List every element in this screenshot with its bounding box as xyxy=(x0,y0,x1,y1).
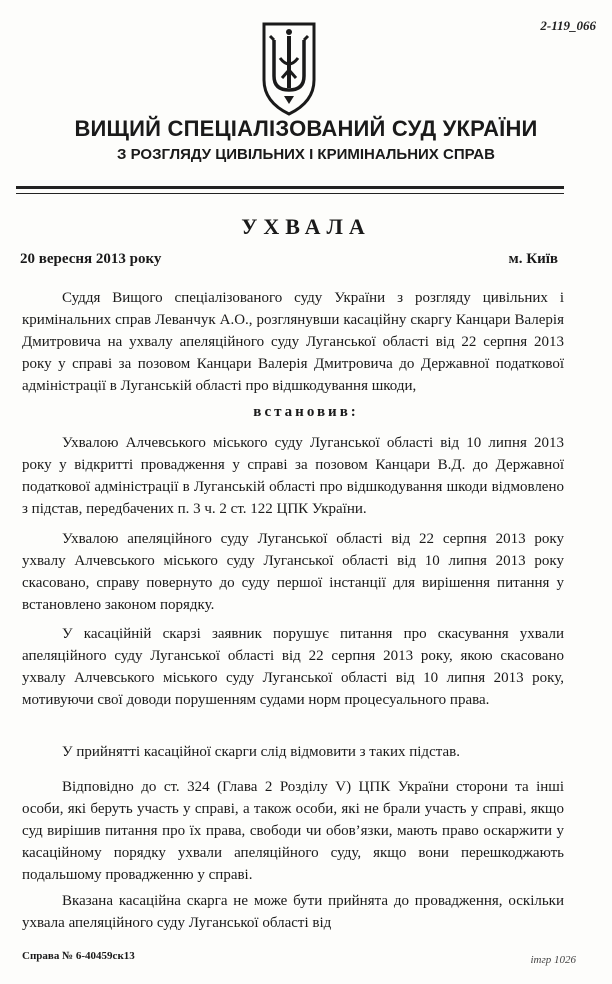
section-heading: встановив: xyxy=(253,404,359,420)
court-subtitle: З РОЗГЛЯДУ ЦИВІЛЬНИХ І КРИМІНАЛЬНИХ СПРАВ xyxy=(117,146,495,163)
paragraph-legal-basis: Відповідно до ст. 324 (Глава 2 Розділу V) ЦПК України сторони та інші особи, які беруть участь у справі, а також особи, які не брали участь у справі, якщо суд вирішив питання про їх права, свободи чи обов’язки, мають право оскаржити у касаційному порядку ухвали апеляційного суду, якщо вони перешкоджають подальшому провадженню у справі. xyxy=(22,779,564,883)
paragraph-cassation-claim: У касаційній скарзі заявник порушує питання про скасування ухвали апеляційного суду Луганської області від 22 серпня 2013 року, якою скасовано ухвалу Алчевського міського суду Луганської області від 10 липня 2013 року, мотивуючи свої доводи порушенням судами норм процесуального права. xyxy=(22,626,564,708)
trident-coat-of-arms-icon xyxy=(258,18,320,118)
paragraph-first-instance: Ухвалою Алчевського міського суду Луганської області від 10 липня 2013 року у відкритті провадження у справі за позовом Канцари В.Д. до Державної податкової адміністрації в Луганській області про відшкодування шкоди відмовлено з підстав, передбачених п. 3 ч. 2 ст. 122 ЦПК України. xyxy=(22,435,564,517)
header-divider xyxy=(16,186,564,189)
document-city: м. Київ xyxy=(508,251,558,267)
handwritten-note: ітгр 1026 xyxy=(530,954,576,966)
paragraph-reasoning: Вказана касаційна скарга не може бути прийнята до провадження, оскільки ухвала апеляційного суду Луганської області від xyxy=(22,893,564,931)
paragraph-intro: Суддя Вищого спеціалізованого суду України з розгляду цивільних і кримінальних справ Леванчук А.О., розглянувши касаційну скаргу Канцари Валерія Дмитровича на ухвалу апеляційного суду Луганської області від 22 серпня 2013 року у справі за позовом Канцари Валерія Дмитровича до Державної податкової адміністрації в Луганській області про відшкодування шкоди, xyxy=(22,290,564,394)
header-divider-thin xyxy=(16,193,564,194)
document-date: 20 вересня 2013 року xyxy=(20,251,162,267)
document-id: 2-119_066 xyxy=(540,18,596,33)
document-type-title: УХВАЛА xyxy=(241,214,371,239)
case-number: Справа № 6-40459ск13 xyxy=(22,950,135,962)
court-title: ВИЩИЙ СПЕЦІАЛІЗОВАНИЙ СУД УКРАЇНИ xyxy=(74,116,538,141)
paragraph-appeal: Ухвалою апеляційного суду Луганської області від 22 серпня 2013 року ухвалу Алчевського міського суду Луганської області від 10 липня 2013 року скасовано, справу повернуто до суду першої інстанції для вирішення питання у встановлено законом порядку. xyxy=(22,531,564,613)
paragraph-refusal: У прийнятті касаційної скарги слід відмовити з таких підстав. xyxy=(62,744,460,760)
